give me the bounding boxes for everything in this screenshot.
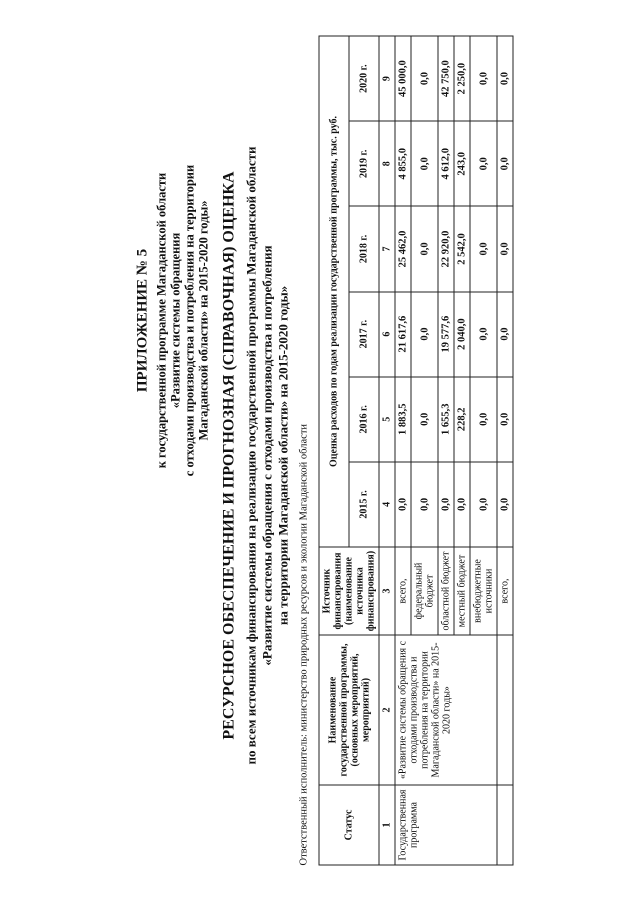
value-cell: 0,0 <box>395 461 411 546</box>
table-row <box>497 36 513 865</box>
appendix-line-1: к государственной программе Магаданской области <box>154 172 168 468</box>
header-estimate: Оценка расходов по годам реализации государственной программы, тыс. руб. <box>319 36 349 547</box>
value-cell: 0,0 <box>470 206 497 291</box>
value-cell: 228,2 <box>454 376 470 461</box>
value-cell: 0,0 <box>411 376 438 461</box>
header-year: 2019 г. <box>349 121 379 206</box>
value-cell: 0,0 <box>470 376 497 461</box>
value-cell: 0,0 <box>470 36 497 121</box>
column-number: 8 <box>379 121 395 206</box>
value-cell: 0,0 <box>497 291 513 376</box>
appendix-number: ПРИЛОЖЕНИЕ № 5 <box>134 248 150 392</box>
doc-title-line-4: на территории Магаданской области» на 2015-2020 годы» <box>275 285 290 625</box>
value-cell: 0,0 <box>470 461 497 546</box>
table-row <box>395 36 411 865</box>
value-cell: 45 000,0 <box>395 36 411 121</box>
doc-title-line-3: «Развитие системы обращения с отходами производства и потребления <box>259 244 274 666</box>
source-cell: местный бюджет <box>454 547 470 635</box>
column-number: 5 <box>379 376 395 461</box>
value-cell: 0,0 <box>438 461 454 546</box>
column-number-row <box>379 36 395 865</box>
value-cell: 2 040,0 <box>454 291 470 376</box>
value-cell: 21 617,6 <box>395 291 411 376</box>
value-cell: 0,0 <box>454 461 470 546</box>
appendix-line-4: Магаданской области» на 2015-2020 годы» <box>196 199 210 441</box>
doc-title-line-2: по всем источникам финансирования на реализацию государственной программы Магаданской области <box>243 146 258 764</box>
doc-title-line-1: РЕСУРСНОЕ ОБЕСПЕЧЕНИЕ И ПРОГНОЗНАЯ (СПРАВОЧНАЯ) ОЦЕНКА <box>220 170 237 740</box>
header-year: 2016 г. <box>349 376 379 461</box>
source-cell: всего, <box>395 547 411 635</box>
value-cell: 0,0 <box>497 376 513 461</box>
value-cell: 0,0 <box>411 206 438 291</box>
appendix-line-3: с отходами производства и потребления на территории <box>182 164 196 476</box>
source-cell: всего, <box>497 547 513 635</box>
value-cell: 2 542,0 <box>454 206 470 291</box>
value-cell: 0,0 <box>411 121 438 206</box>
value-cell: 0,0 <box>470 291 497 376</box>
header-year: 2015 г. <box>349 461 379 546</box>
value-cell: 0,0 <box>497 461 513 546</box>
header-year: 2020 г. <box>349 36 379 121</box>
column-number: 9 <box>379 36 395 121</box>
value-cell: 0,0 <box>497 121 513 206</box>
value-cell: 22 920,0 <box>438 206 454 291</box>
header-name: Наименование государственной программы, (основных мероприятий, мероприятий) <box>319 635 379 785</box>
value-cell: 1 883,5 <box>395 376 411 461</box>
header-year: 2018 г. <box>349 206 379 291</box>
name-cell-empty <box>497 635 513 785</box>
column-number: 2 <box>379 635 395 785</box>
value-cell: 4 855,0 <box>395 121 411 206</box>
header-year: 2017 г. <box>349 291 379 376</box>
value-cell: 0,0 <box>411 461 438 546</box>
value-cell: 42 750,0 <box>438 36 454 121</box>
header-source: Источник финансирования (наименование источника финансирования) <box>319 547 379 635</box>
column-number: 6 <box>379 291 395 376</box>
value-cell: 0,0 <box>497 206 513 291</box>
source-cell: внебюджетные источники <box>470 547 497 635</box>
column-number: 1 <box>379 785 395 865</box>
value-cell: 0,0 <box>497 36 513 121</box>
status-cell-empty <box>497 785 513 865</box>
column-number: 4 <box>379 461 395 546</box>
value-cell: 0,0 <box>411 291 438 376</box>
appendix-line-2: «Развитие системы обращения <box>168 232 182 408</box>
value-cell: 25 462,0 <box>395 206 411 291</box>
column-number: 7 <box>379 206 395 291</box>
status-cell: Государственная программа <box>395 785 497 865</box>
responsible-executor: Ответственный исполнитель: министерство природных ресурсов и экологии Магаданской области <box>298 423 309 865</box>
value-cell: 1 655,3 <box>438 376 454 461</box>
value-cell: 243,0 <box>454 121 470 206</box>
value-cell: 0,0 <box>411 36 438 121</box>
source-cell: областной бюджет <box>438 547 454 635</box>
value-cell: 19 577,6 <box>438 291 454 376</box>
value-cell: 4 612,0 <box>438 121 454 206</box>
program-name-cell: «Развитие системы обращения с отходами производства и потребления на территории Магаданской области» на 2015-2020 годы» <box>395 635 497 785</box>
column-number: 3 <box>379 547 395 635</box>
resource-table <box>318 35 513 865</box>
header-status: Статус <box>319 785 379 865</box>
source-cell: федеральный бюджет <box>411 547 438 635</box>
value-cell: 0,0 <box>470 121 497 206</box>
value-cell: 2 250,0 <box>454 36 470 121</box>
